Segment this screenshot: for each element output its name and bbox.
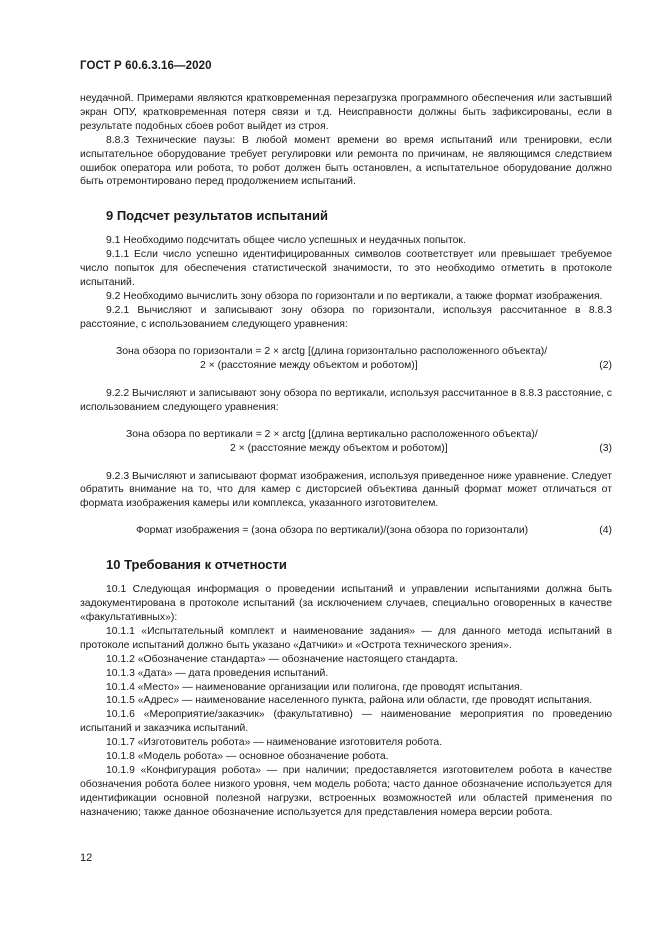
paragraph: 10.1.9 «Конфигурация робота» — при наличии; предоставляется изготовителем робота в качестве обозначения робота более низкого уровня, чем модель робота; часто данное обозначение используется для идентификации основной полезной нагрузки, встроенных возможностей или областей применения по назначению; также данное обозначение используется для представления номера версии робота.	[80, 765, 612, 818]
paragraph: 9.1.1 Если число успешно идентифицированных символов соответствует или превышает требуемое число попыток для обеспечения статистической значимости, то это необходимо отметить в протоколе испытаний.	[80, 249, 612, 289]
paragraph: 9.2 Необходимо вычислить зону обзора по горизонтали и по вертикали, а также формат изображения.	[106, 290, 603, 302]
formula-text: Зона обзора по вертикали = 2 × arctg [(длина вертикально расположенного объекта)/	[126, 428, 538, 440]
section-9-heading: 9 Подсчет результатов испытаний	[106, 208, 328, 224]
paragraph: 10.1.8 «Модель робота» — основное обозначение робота.	[106, 751, 389, 763]
paragraph: 9.2.1 Вычисляют и записывают зону обзора по горизонтали, используя рассчитанное в 8.8.3 расстояние, с использованием следующего уравнения:	[80, 304, 612, 330]
formula-number: (3)	[599, 442, 612, 454]
document-body	[80, 92, 612, 820]
formula-3	[80, 428, 612, 456]
paragraph: 8.8.3 Технические паузы: В любой момент времени во время испытаний или тренировки, если испытательное оборудование требует регулировки или ремонта по причинам, не являющимся следствием ошибок оператора или робота, то робот должен быть остановлен, а испытательное оборудование должно быть отремонтировано перед продолжением испытаний.	[80, 134, 612, 188]
formula-4	[80, 524, 612, 538]
paragraph: 10.1.5 «Адрес» — наименование населенного пункта, района или области, где проводят испытания.	[106, 695, 593, 707]
formula-2	[80, 345, 612, 373]
paragraph: 9.2.2 Вычисляют и записывают зону обзора по вертикали, используя рассчитанное в 8.8.3 расстояние, с использованием следующего уравнения:	[80, 387, 612, 413]
section-10-heading: 10 Требования к отчетности	[106, 557, 287, 573]
document-header: ГОСТ Р 60.6.3.16—2020	[80, 60, 212, 72]
formula-number: (4)	[599, 525, 612, 537]
formula-text: 2 × (расстояние между объектом и роботом)]	[200, 359, 418, 371]
paragraph: 10.1.1 «Испытательный комплект и наименование задания» — для данного метода испытаний в протоколе испытаний должно быть указано «Датчики» и «Острота технического зрения».	[80, 625, 612, 651]
formula-text: 2 × (расстояние между объектом и роботом)]	[230, 442, 448, 454]
paragraph: 10.1.2 «Обозначение стандарта» — обозначение настоящего стандарта.	[106, 653, 458, 665]
paragraph: 9.1 Необходимо подсчитать общее число успешных и неудачных попыток.	[106, 235, 466, 247]
formula-number: (2)	[599, 359, 612, 371]
paragraph: неудачной. Примерами являются кратковременная перезагрузка программного обеспечения или застывший экран ОПУ, кратковременная потеря связи и т.д. Неисправности должны быть зафиксированы, если в результате подобных сбоев робот выйдет из строя.	[80, 93, 612, 132]
formula-text: Формат изображения = (зона обзора по вертикали)/(зона обзора по горизонтали)	[136, 525, 529, 537]
paragraph: 10.1.7 «Изготовитель робота» — наименование изготовителя робота.	[106, 737, 443, 749]
paragraph: 10.1.4 «Место» — наименование организации или полигона, где проводят испытания.	[106, 681, 523, 693]
page-number: 12	[80, 852, 93, 864]
paragraph: 10.1.3 «Дата» — дата проведения испытаний.	[106, 667, 329, 679]
formula-text: Зона обзора по горизонтали = 2 × arctg [(длина горизонтально расположенного объекта)/	[116, 345, 548, 357]
paragraph: 9.2.3 Вычисляют и записывают формат изображения, используя приведенное ниже уравнение. Следует обратить внимание на то, что для камер с дисторсией объектива данный формат может отличаться от формата изображения камеры или комплекса, указанного изготовителем.	[80, 470, 612, 510]
paragraph: 10.1.6 «Мероприятие/заказчик» (факультативно) — наименование мероприятия по проведению испытаний и заказчика испытаний.	[80, 709, 612, 735]
paragraph: 10.1 Следующая информация о проведении испытаний и управлении испытаниями должна быть задокументирована в протоколе испытаний (за исключением случаев, специально оговоренных в качестве «факультативных»):	[80, 584, 612, 624]
